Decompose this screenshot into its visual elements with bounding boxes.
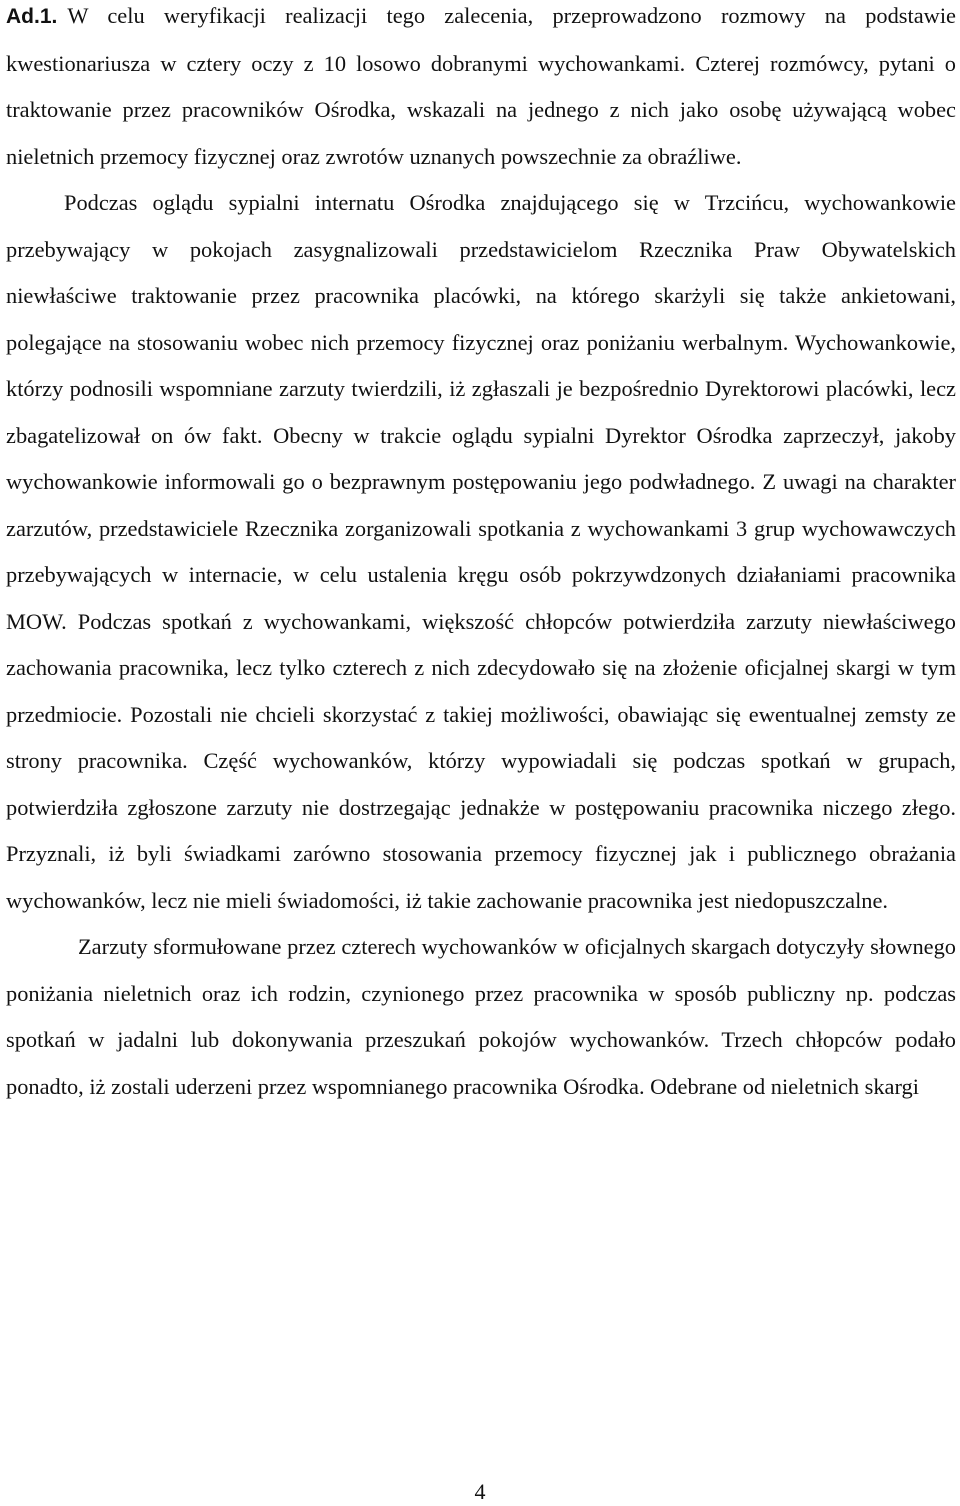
page-number: 4 (474, 1479, 486, 1504)
paragraph-2: Podczas oglądu sypialni internatu Ośrodka znajdującego się w Trzcińcu, wychowankowie przebywający w pokojach zasygnalizowali przedstawicielom Rzecznika Praw Obywatelskich niewłaściwe traktowanie przez pracownika placówki, na którego skarżyli się także ankietowani, polegające na stosowaniu wobec nich przemocy fizycznej oraz poniżaniu werbalnym. Wychowankowie, którzy podnosili wspomniane zarzuty twierdzili, iż zgłaszali je bezpośrednio Dyrektorowi placówki, lecz zbagatelizował on ów fakt. Obecny w trakcie oglądu sypialni Dyrektor Ośrodka zaprzeczył, jakoby wychowankowie informowali go o bezprawnym postępowaniu jego podwładnego. Z uwagi na charakter zarzutów, przedstawiciele Rzecznika zorganizowali spotkania z wychowankami 3 grup wychowawczych przebywających w internacie, w celu ustalenia kręgu osób pokrzywdzonych działaniami pracownika MOW. Podczas spotkań z wychowankami, większość chłopców potwierdziła zarzuty niewłaściwego zachowania pracownika, lecz tylko czterech z nich zdecydowało się na złożenie oficjalnej skargi w tym przedmiocie. Pozostali nie chcieli skorzystać z takiej możliwości, obawiając się ewentualnej zemsty ze strony pracownika. Część wychowanków, którzy wypowiadali się podczas spotkań w grupach, potwierdziła zgłoszone zarzuty nie dostrzegając jednakże w postępowaniu pracownika niczego złego. Przyznali, iż byli świadkami zarówno stosowania przemocy fizycznej jak i publicznego obrażania wychowanków, lecz nie mieli świadomości, iż takie zachowanie pracownika jest niedopuszczalne. (6, 190, 956, 913)
section-heading: Ad.1. (6, 5, 58, 28)
paragraph-1-text: W celu weryfikacji realizacji tego zalecenia, przeprowadzono rozmowy na podstawie kwestionariusza w cztery oczy z 10 losowo dobranymi wychowankami. Czterej rozmówcy, pytani o traktowanie przez pracowników Ośrodka, wskazali na jednego z nich jako osobę używającą wobec nieletnich przemocy fizycznej oraz zwrotów uznanych powszechnie za obraźliwe. (6, 3, 956, 169)
document-page (6, 0, 956, 1110)
paragraph-1 (6, 0, 956, 180)
paragraph-3: Zarzuty sformułowane przez czterech wychowanków w oficjalnych skargach dotyczyły słownego poniżania nieletnich oraz ich rodzin, czynionego przez pracownika w sposób publiczny np. podczas spotkań w jadalni lub dokonywania przeszukań pokojów wychowanków. Trzech chłopców podało ponadto, iż zostali uderzeni przez wspomnianego pracownika Ośrodka. Odebrane od nieletnich skargi (6, 934, 956, 1099)
